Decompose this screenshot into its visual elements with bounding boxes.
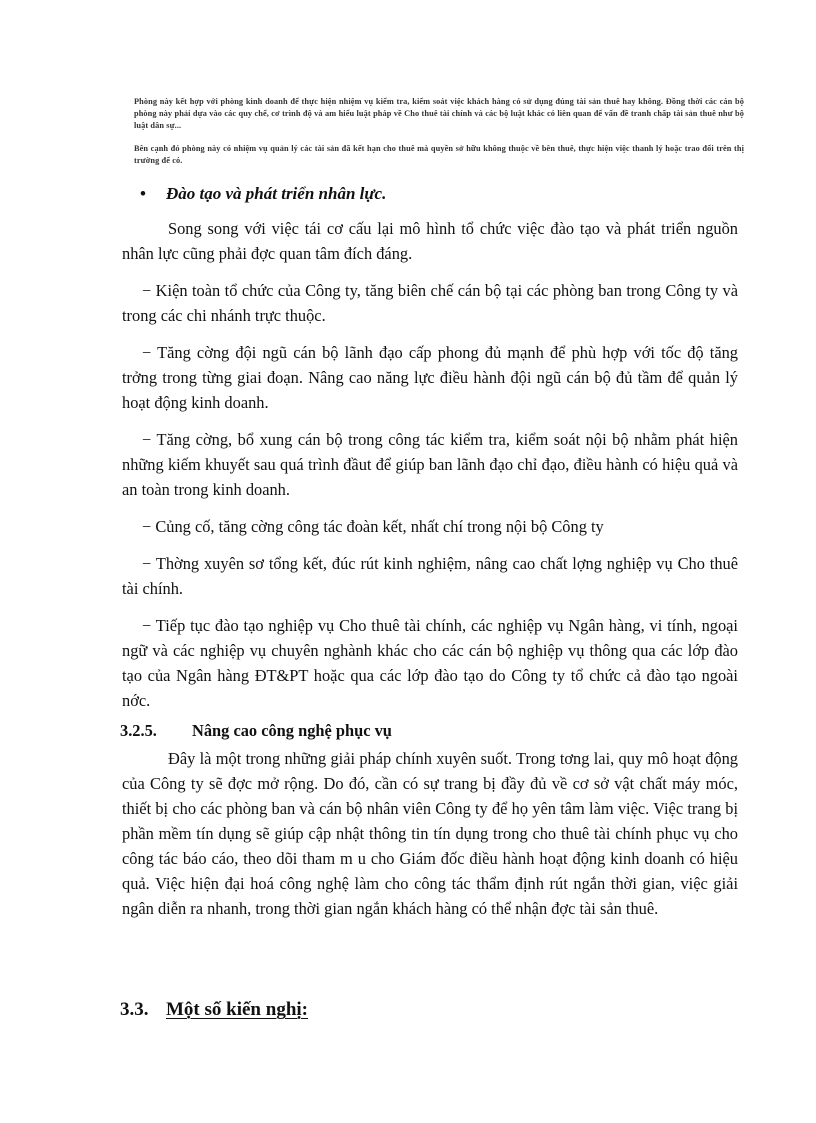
- dash-item-2: − Tăng cờng đội ngũ cán bộ lãnh đạo cấp phong đủ mạnh để phù hợp với tốc độ tăng trởng trong từng giai đoạn. Nâng cao năng lực điều hành đội ngũ cán bộ đủ tầm để quản lý hoạt động kinh doanh.: [122, 343, 738, 412]
- bullet-heading-text: Đào tạo và phát triển nhân lực.: [166, 184, 387, 203]
- dash-item-4: − Củng cố, tăng cờng công tác đoàn kết, nhất chí trong nội bộ Công ty: [142, 517, 604, 536]
- dash-item-5: − Thờng xuyên sơ tổng kết, đúc rút kinh nghiệm, nâng cao chất lợng nghiệp vụ Cho thuê tài chính.: [122, 554, 738, 598]
- note-paragraph-1: Phòng này kết hợp với phòng kinh doanh để thực hiện nhiệm vụ kiểm tra, kiểm soát việc khách hàng có sử dụng đúng tài sản thuê hay không. Đồng thời các cán bộ phòng này phải dựa vào các quy chế, cơ trình độ và am hiểu luật pháp về Cho thuê tài chính và các bộ luật khác có liên quan để vấn đề tranh chấp tài sản thuê như bộ luật dân sự...: [134, 97, 744, 130]
- subsection-paragraph: Đây là một trong những giải pháp chính xuyên suốt. Trong tơng lai, quy mô hoạt động của Công ty sẽ đợc mở rộng. Do đó, cần có sự trang bị đầy đủ về cơ sở vật chất máy móc, thiết bị cho các phòng ban và cán bộ nhân viên Công ty để họ yên tâm làm việc. Việc trang bị phần mềm tín dụng sẽ giúp cập nhật thông tin tín dụng trong cho thuê tài chính phục vụ cho công tác báo cáo, theo dõi tham m u cho Giám đốc điều hành hoạt động kinh doanh có hiệu quả. Việc hiện đại hoá công nghệ làm cho công tác thẩm định rút ngắn thời gian, việc giải ngân diễn ra nhanh, trong thời gian ngắn khách hàng có thể nhận đợc tài sản thuê.: [122, 749, 738, 918]
- subsection-number: 3.2.5.: [120, 721, 157, 740]
- subsection-heading: [120, 719, 392, 743]
- section-title: Một số kiến nghị:: [166, 999, 308, 1020]
- dash-item-3: − Tăng cờng, bổ xung cán bộ trong công tác kiểm tra, kiểm soát nội bộ nhằm phát hiện những kiếm khuyết sau quá trình đầut để giúp ban lãnh đạo chỉ đạo, điều hành có hiệu quả và an toàn trong kinh doanh.: [122, 430, 738, 499]
- section-number: 3.3.: [120, 999, 149, 1020]
- subsection-title: Nâng cao công nghệ phục vụ: [192, 721, 392, 740]
- dash-item-6: − Tiếp tục đào tạo nghiệp vụ Cho thuê tài chính, các nghiệp vụ Ngân hàng, vi tính, ngoại ngữ và các nghiệp vụ chuyên nghành khác cho các cán bộ nghiệp vụ thông qua các lớp đào tạo của Ngân hàng ĐT&PT hoặc qua các lớp đào tạo do Công ty tổ chức cả đào tạo ngoài nớc.: [122, 616, 738, 710]
- dash-item-1: − Kiện toàn tổ chức của Công ty, tăng biên chế cán bộ tại các phòng ban trong Công ty và trong các chi nhánh trực thuộc.: [122, 281, 738, 325]
- section-heading: [120, 997, 308, 1023]
- intro-paragraph: Song song với việc tái cơ cấu lại mô hình tổ chức việc đào tạo và phát triển nguồn nhân lực cũng phải đợc quan tâm đích đáng.: [122, 219, 738, 263]
- section-bullet-heading: [140, 183, 386, 205]
- bullet-icon: •: [140, 184, 146, 203]
- note-paragraph-2: Bên cạnh đó phòng này có nhiệm vụ quản lý các tài sản đã kết hạn cho thuê mà quyền sở hữu không thuộc về bên thuê, thực hiện việc thanh lý hoặc trao đổi trên thị trường để có.: [134, 144, 744, 165]
